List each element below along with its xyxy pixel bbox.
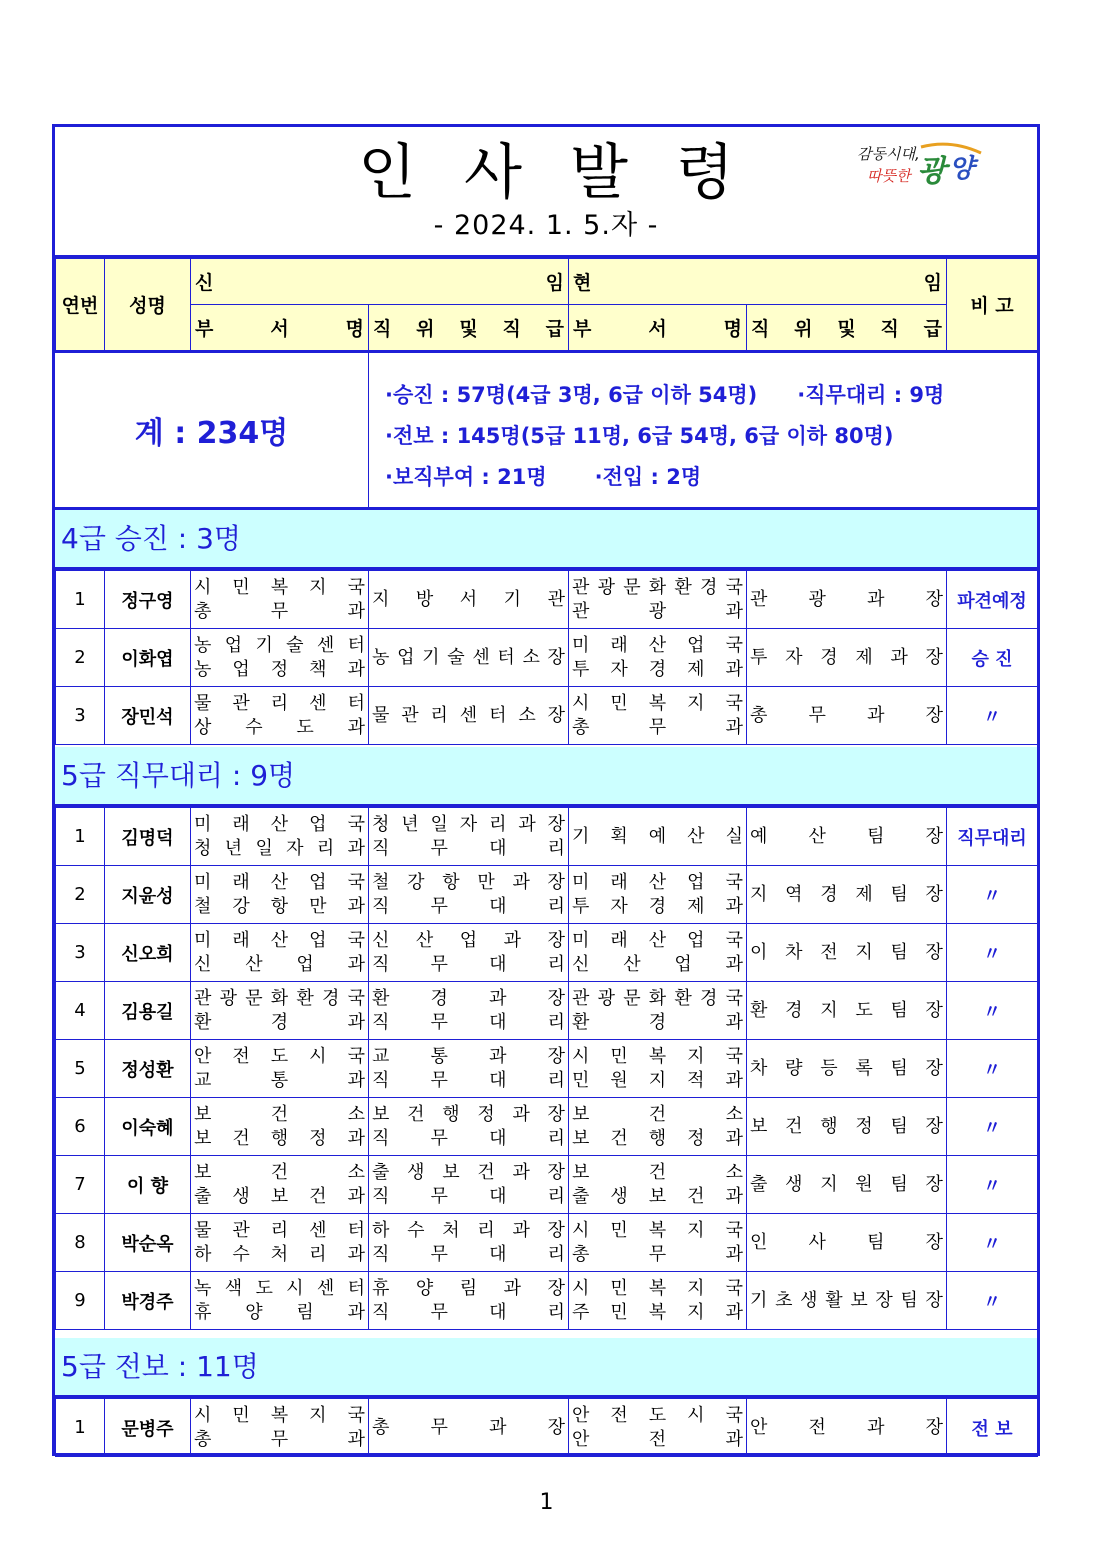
current-rank: 환 경 지 도 팀 장 (747, 982, 947, 1040)
svg-text:광: 광 (917, 154, 946, 189)
current-department: 시 민 복 지 국 총 무 과 (569, 1214, 747, 1272)
section-grade5-acting: 5급 직무대리 : 9명 (55, 747, 1037, 807)
person-name: 신오희 (105, 924, 191, 982)
row-number: 3 (56, 687, 105, 745)
person-name: 박경주 (105, 1272, 191, 1330)
new-department: 녹 색 도 시 센 터 휴 양 림 과 (191, 1272, 369, 1330)
note-cell: 〃 (947, 982, 1038, 1040)
row-number: 1 (56, 1399, 105, 1457)
note-cell: 〃 (947, 1098, 1038, 1156)
table-row (56, 1214, 1038, 1272)
person-name: 이화엽 (105, 629, 191, 687)
person-name: 정성환 (105, 1040, 191, 1098)
row-number: 1 (56, 571, 105, 629)
table-row (56, 687, 1038, 745)
current-rank: 이 차 전 지 팀 장 (747, 924, 947, 982)
new-department: 물 관 리 센 터 상 수 도 과 (191, 687, 369, 745)
document-header (55, 127, 1037, 258)
new-rank: 출 생 보 건 과 장 직 무 대 리 (369, 1156, 569, 1214)
new-rank: 청 년 일 자 리 과 장 직 무 대 리 (369, 808, 569, 866)
note-cell: 승 진 (947, 629, 1038, 687)
row-number: 7 (56, 1156, 105, 1214)
current-rank: 인 사 팀 장 (747, 1214, 947, 1272)
table-row (56, 1098, 1038, 1156)
note-cell: 〃 (947, 687, 1038, 745)
current-department: 관 광 문 화 환 경 국 환 경 과 (569, 982, 747, 1040)
summary-breakdown (385, 375, 944, 498)
promotion-table (55, 570, 1038, 745)
note-cell: 〃 (947, 1214, 1038, 1272)
city-logo (837, 137, 997, 197)
new-rank: 환 경 과 장 직 무 대 리 (369, 982, 569, 1040)
person-name: 김용길 (105, 982, 191, 1040)
acting-table (55, 807, 1038, 1330)
note-cell: 직무대리 (947, 808, 1038, 866)
total-count: 계 : 234명 (55, 353, 369, 507)
col-current-post: 현 임 (569, 259, 947, 305)
table-row (56, 1399, 1038, 1457)
col-note: 비 고 (947, 259, 1038, 351)
person-name: 정구영 (105, 571, 191, 629)
table-row (56, 808, 1038, 866)
note-cell: 〃 (947, 1040, 1038, 1098)
new-rank: 농 업 기 술 센 터 소 장 (369, 629, 569, 687)
new-department: 보 건 소 보 건 행 정 과 (191, 1098, 369, 1156)
new-department: 농 업 기 술 센 터 농 업 정 책 과 (191, 629, 369, 687)
transfer-table (55, 1398, 1038, 1457)
current-department: 보 건 소 보 건 행 정 과 (569, 1098, 747, 1156)
current-rank: 안 전 과 장 (747, 1399, 947, 1457)
note-cell: 〃 (947, 866, 1038, 924)
new-department: 시 민 복 지 국 총 무 과 (191, 571, 369, 629)
svg-text:따뜻한: 따뜻한 (867, 167, 911, 185)
current-rank: 예 산 팀 장 (747, 808, 947, 866)
col-no: 연번 (56, 259, 105, 351)
row-number: 5 (56, 1040, 105, 1098)
row-number: 9 (56, 1272, 105, 1330)
row-number: 3 (56, 924, 105, 982)
summary-promotion: ·승진 : 57명(4급 3명, 6급 이하 54명) (385, 383, 758, 407)
summary-acting: ·직무대리 : 9명 (797, 383, 945, 407)
svg-text:감동시대,: 감동시대, (857, 145, 920, 163)
person-name: 이숙혜 (105, 1098, 191, 1156)
personnel-order-document (52, 124, 1040, 1456)
table-row (56, 1156, 1038, 1214)
col-cur-rank: 직 위 및 직 급 (747, 305, 947, 351)
table-row (56, 571, 1038, 629)
section-grade5-transfer: 5급 전보 : 11명 (55, 1338, 1037, 1398)
new-department: 미 래 산 업 국 신 산 업 과 (191, 924, 369, 982)
new-department: 물 관 리 센 터 하 수 처 리 과 (191, 1214, 369, 1272)
current-department: 미 래 산 업 국 투 자 경 제 과 (569, 629, 747, 687)
col-cur-dept: 부 서 명 (569, 305, 747, 351)
row-number: 4 (56, 982, 105, 1040)
page-title: 인사발령 (358, 138, 782, 208)
current-department: 기 획 예 산 실 (569, 808, 747, 866)
new-rank: 철 강 항 만 과 장 직 무 대 리 (369, 866, 569, 924)
summary-row (55, 350, 1037, 510)
person-name: 문병주 (105, 1399, 191, 1457)
person-name: 김명덕 (105, 808, 191, 866)
current-rank: 보 건 행 정 팀 장 (747, 1098, 947, 1156)
note-cell: 〃 (947, 1156, 1038, 1214)
note-cell: 전 보 (947, 1399, 1038, 1457)
current-rank: 기 초 생 활 보 장 팀 장 (747, 1272, 947, 1330)
current-department: 미 래 산 업 국 신 산 업 과 (569, 924, 747, 982)
new-rank: 교 통 과 장 직 무 대 리 (369, 1040, 569, 1098)
table-row (56, 629, 1038, 687)
new-department: 미 래 산 업 국 청 년 일 자 리 과 (191, 808, 369, 866)
current-rank: 관 광 과 장 (747, 571, 947, 629)
current-department: 시 민 복 지 국 주 민 복 지 과 (569, 1272, 747, 1330)
note-cell: 〃 (947, 1272, 1038, 1330)
new-department: 미 래 산 업 국 철 강 항 만 과 (191, 866, 369, 924)
current-department: 시 민 복 지 국 총 무 과 (569, 687, 747, 745)
col-new-rank: 직 위 및 직 급 (369, 305, 569, 351)
table-row (56, 866, 1038, 924)
new-department: 보 건 소 출 생 보 건 과 (191, 1156, 369, 1214)
new-rank: 총 무 과 장 (369, 1399, 569, 1457)
summary-transfer-in: ·전입 : 2명 (594, 465, 702, 489)
note-cell: 파견예정 (947, 571, 1038, 629)
person-name: 장민석 (105, 687, 191, 745)
new-rank: 보 건 행 정 과 장 직 무 대 리 (369, 1098, 569, 1156)
current-department: 보 건 소 출 생 보 건 과 (569, 1156, 747, 1214)
row-number: 2 (56, 629, 105, 687)
order-date: - 2024. 1. 5.자 - (433, 210, 659, 241)
column-header (55, 258, 1038, 351)
col-name: 성명 (105, 259, 191, 351)
col-new-post: 신 임 (191, 259, 569, 305)
new-rank: 휴 양 림 과 장 직 무 대 리 (369, 1272, 569, 1330)
summary-assignment: ·보직부여 : 21명 (385, 465, 547, 489)
row-number: 1 (56, 808, 105, 866)
page-number: 1 (539, 1490, 554, 1515)
new-rank: 신 산 업 과 장 직 무 대 리 (369, 924, 569, 982)
row-number: 6 (56, 1098, 105, 1156)
current-rank: 총 무 과 장 (747, 687, 947, 745)
current-rank: 지 역 경 제 팀 장 (747, 866, 947, 924)
section-grade4-promotion: 4급 승진 : 3명 (55, 510, 1037, 570)
current-department: 시 민 복 지 국 민 원 지 적 과 (569, 1040, 747, 1098)
current-department: 안 전 도 시 국 안 전 과 (569, 1399, 747, 1457)
row-number: 2 (56, 866, 105, 924)
current-rank: 출 생 지 원 팀 장 (747, 1156, 947, 1214)
new-department: 관 광 문 화 환 경 국 환 경 과 (191, 982, 369, 1040)
row-number: 8 (56, 1214, 105, 1272)
current-rank: 투 자 경 제 과 장 (747, 629, 947, 687)
current-department: 미 래 산 업 국 투 자 경 제 과 (569, 866, 747, 924)
person-name: 이 향 (105, 1156, 191, 1214)
table-row (56, 924, 1038, 982)
summary-transfer: ·전보 : 145명(5급 11명, 6급 54명, 6급 이하 80명) (385, 424, 894, 448)
current-rank: 차 량 등 록 팀 장 (747, 1040, 947, 1098)
person-name: 박순옥 (105, 1214, 191, 1272)
new-department: 시 민 복 지 국 총 무 과 (191, 1399, 369, 1457)
table-row (56, 982, 1038, 1040)
note-cell: 〃 (947, 924, 1038, 982)
col-new-dept: 부 서 명 (191, 305, 369, 351)
current-department: 관 광 문 화 환 경 국 관 광 과 (569, 571, 747, 629)
new-department: 안 전 도 시 국 교 통 과 (191, 1040, 369, 1098)
table-row (56, 1040, 1038, 1098)
new-rank: 지 방 서 기 관 (369, 571, 569, 629)
person-name: 지윤성 (105, 866, 191, 924)
svg-text:양: 양 (949, 154, 975, 184)
new-rank: 하 수 처 리 과 장 직 무 대 리 (369, 1214, 569, 1272)
table-row (56, 1272, 1038, 1330)
new-rank: 물 관 리 센 터 소 장 (369, 687, 569, 745)
